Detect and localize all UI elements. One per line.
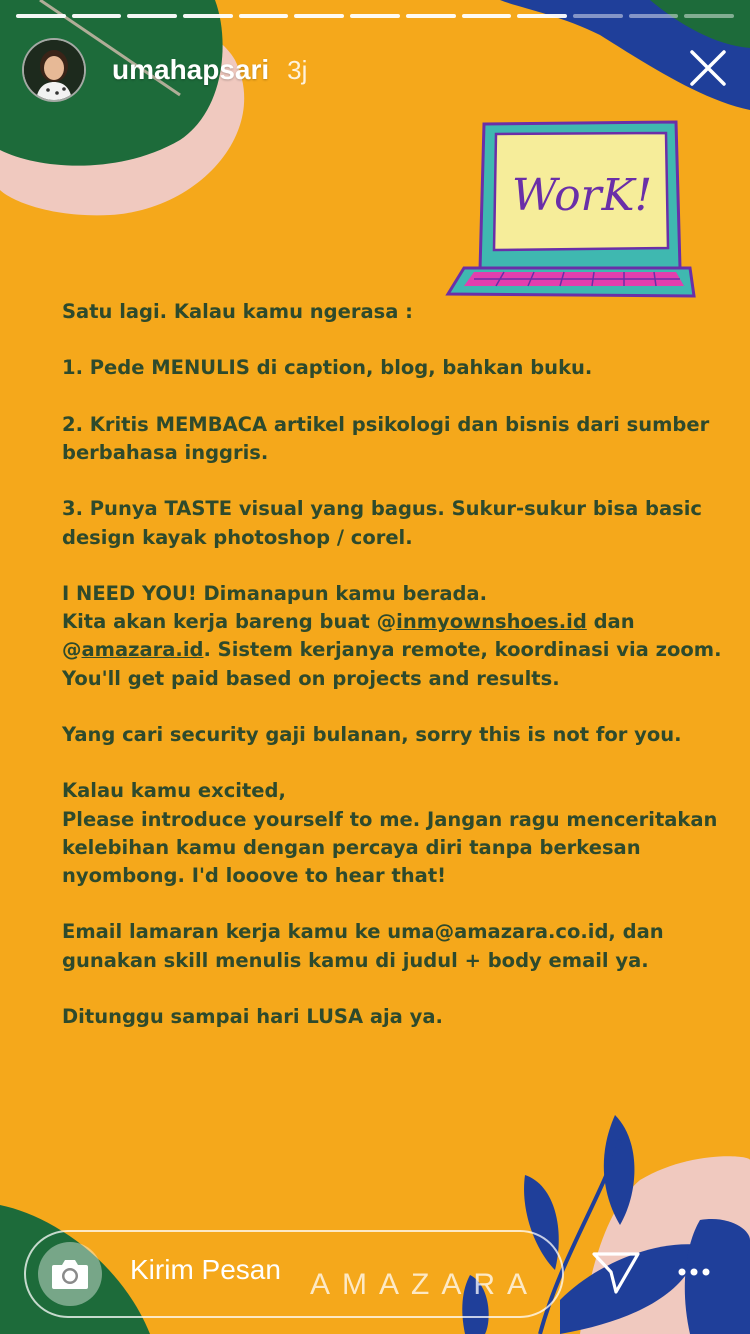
camera-icon	[50, 1257, 90, 1291]
progress-segment	[350, 14, 400, 18]
text-deadline: Ditunggu sampai hari LUSA aja ya.	[62, 1004, 443, 1028]
send-direct-icon[interactable]	[590, 1248, 642, 1296]
message-placeholder: Kirim Pesan	[130, 1254, 281, 1285]
avatar-photo-icon	[24, 40, 84, 100]
text-not-for-you: Yang cari security gaji bulanan, sorry this is not for you.	[62, 722, 682, 746]
username[interactable]: umahapsari	[112, 54, 270, 85]
story-header	[22, 38, 307, 102]
text-email: Email lamaran kerja kamu ke uma@amazara.co.id, dan gunakan skill menulis kamu di judul + body email ya.	[62, 920, 664, 972]
more-options-icon[interactable]	[668, 1258, 720, 1286]
post-time: 3j	[287, 54, 308, 85]
story-progress-bar	[16, 14, 734, 18]
sticker-text: WorK!	[511, 170, 653, 221]
progress-segment	[127, 14, 177, 18]
progress-segment	[406, 14, 456, 18]
text-point-1: 1. Pede MENULIS di caption, blog, bahkan buku.	[62, 356, 593, 380]
laptop-work-sticker	[444, 118, 696, 314]
progress-segment	[239, 14, 289, 18]
progress-segment	[517, 14, 567, 18]
message-input[interactable]	[24, 1230, 564, 1318]
close-icon[interactable]	[688, 48, 728, 88]
text-point-2: 2. Kritis MEMBACA artikel psikologi dan bisnis dari sumber berbahasa inggris.	[62, 412, 710, 464]
progress-segment	[72, 14, 122, 18]
mention-amazara[interactable]: amazara.id	[81, 638, 204, 662]
need-you-line: I NEED YOU! Dimanapun kamu berada.	[62, 581, 488, 605]
avatar[interactable]	[22, 38, 86, 102]
progress-segment	[183, 14, 233, 18]
text-excited: Kalau kamu excited, Please introduce yourself to me. Jangan ragu menceritakan kelebihan kamu dengan percaya diri tanpa berkesan nyombong. I'd looove to hear that!	[62, 779, 718, 887]
progress-segment	[294, 14, 344, 18]
camera-button[interactable]	[38, 1242, 102, 1306]
progress-segment	[629, 14, 679, 18]
text-point-3: 3. Punya TASTE visual yang bagus. Sukur-sukur bisa basic design kayak photoshop / corel.	[62, 497, 702, 549]
brand-watermark: AMAZARA	[310, 1268, 540, 1301]
text-intro: Satu lagi. Kalau kamu ngerasa :	[62, 300, 413, 323]
progress-segment	[684, 14, 734, 18]
text-need-you: I NEED YOU! Dimanapun kamu berada. Kita akan kerja bareng buat @inmyownshoes.id dan @amazara.id. Sistem kerjanya remote, koordinasi via zoom. You'll get paid based on projects and results.	[62, 581, 722, 690]
progress-segment	[573, 14, 623, 18]
progress-segment	[16, 14, 66, 18]
mention-inmyownshoes[interactable]: inmyownshoes.id	[396, 610, 587, 634]
story-text	[62, 298, 722, 1059]
progress-segment	[462, 14, 512, 18]
